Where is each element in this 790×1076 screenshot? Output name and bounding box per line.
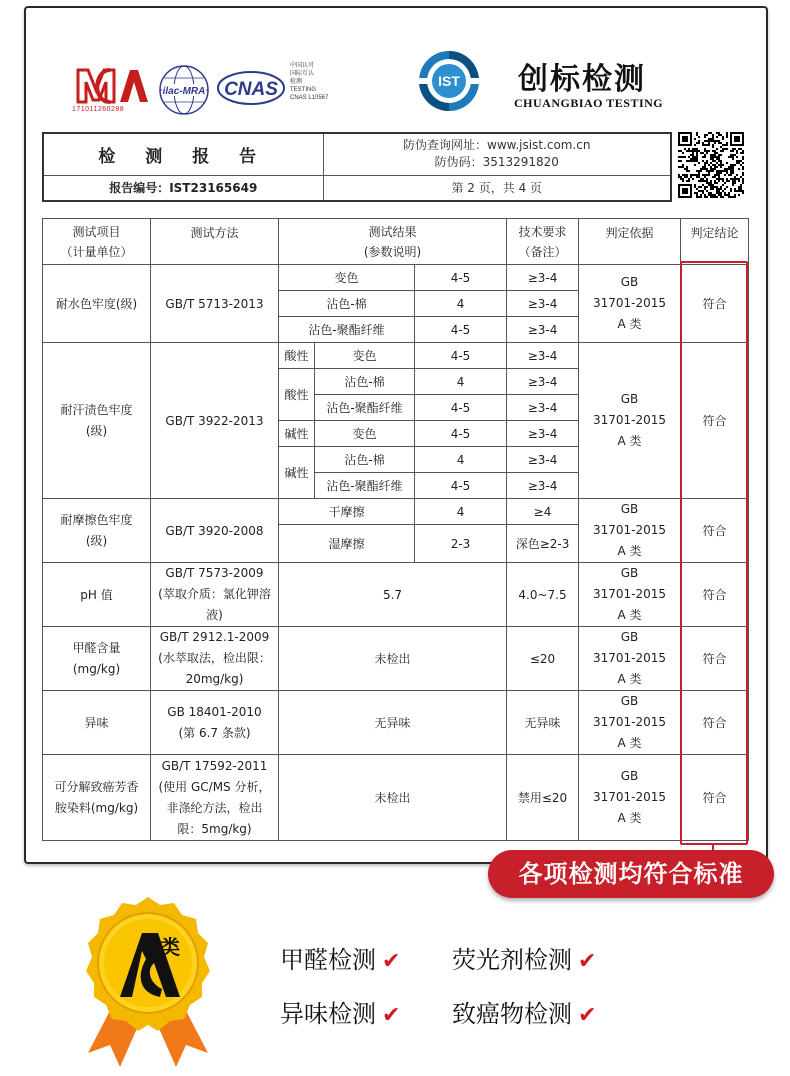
cma-logo	[70, 62, 150, 122]
header-basis: 判定依据	[579, 219, 681, 265]
table-row: 碱性 沾色-棉 4 ≥3-4	[43, 447, 749, 473]
ilac-mra-logo	[156, 62, 212, 118]
report-header-table	[42, 132, 672, 202]
check-odor: 异味检测 ✔	[280, 1000, 401, 1028]
compliance-banner: 各项检测均符合标准	[488, 850, 774, 898]
conclusion-cell: 符合	[681, 691, 749, 755]
qr-code-icon[interactable]	[678, 132, 744, 198]
conclusion-cell: 符合	[681, 265, 749, 343]
test-results-table	[42, 218, 749, 841]
header-method: 测试方法	[151, 219, 279, 265]
basis-cell: GB 31701-2015 A 类	[579, 563, 681, 627]
logo-row	[26, 48, 766, 128]
table-row: 沾色-聚酯纤维 4-5 ≥3-4	[43, 395, 749, 421]
table-row: 酸性 沾色-棉 4 ≥3-4	[43, 369, 749, 395]
table-row: 耐汗渍色牢度 (级) GB/T 3922-2013 酸性 变色 4-5 ≥3-4 GB 31701-2015 A 类 符合	[43, 343, 749, 369]
item-formaldehyde: 甲醛含量 (mg/kg)	[43, 627, 151, 691]
conclusion-cell: 符合	[681, 563, 749, 627]
page-indicator: 第 2 页，共 4 页	[323, 175, 671, 201]
medal-sub: 类	[160, 935, 180, 959]
basis-cell: GB 31701-2015 A 类	[579, 755, 681, 841]
basis-cell: GB 31701-2015 A 类	[579, 499, 681, 563]
report-sheet	[24, 6, 768, 864]
check-carcinogen: 致癌物检测 ✔	[452, 1000, 597, 1028]
table-row: 耐摩擦色牢度 (级) GB/T 3920-2008 干摩擦 4 ≥4 GB 31701-2015 A 类 符合	[43, 499, 749, 525]
checkmark-icon: ✔	[578, 949, 597, 974]
table-row: 耐水色牢度(级) GB/T 5713-2013 变色 4-5 ≥3-4 GB 31701-2015 A 类 符合	[43, 265, 749, 291]
table-row: 湿摩擦 2-3 深色≥2-3	[43, 525, 749, 563]
ilac-label: ilac-MRA	[162, 86, 206, 97]
table-row: pH 值 GB/T 7573-2009 (萃取介质：氯化钾溶 液) 5.7 4.0~7.5 GB 31701-2015 A 类 符合	[43, 563, 749, 627]
cma-code: 171011260288	[72, 106, 125, 113]
brand-name-en: CHUANGBIAO TESTING	[514, 96, 664, 110]
cnas-logo	[216, 70, 286, 106]
checkmark-icon: ✔	[382, 949, 401, 974]
method-formaldehyde: GB/T 2912.1-2009 (水萃取法，检出限： 20mg/kg)	[151, 627, 279, 691]
method-odor: GB 18401-2010 (第 6.7 条款)	[151, 691, 279, 755]
header-result: 测试结果 (参数说明)	[279, 219, 507, 265]
basis-cell: GB 31701-2015 A 类	[579, 627, 681, 691]
grade-a-medal	[80, 893, 216, 1069]
item-sweat-fastness: 耐汗渍色牢度 (级)	[43, 343, 151, 499]
table-row: 沾色-聚酯纤维 4-5 ≥3-4	[43, 473, 749, 499]
basis-cell: GB 31701-2015 A 类	[579, 343, 681, 499]
conclusion-cell: 符合	[681, 499, 749, 563]
query-url[interactable]: www.jsist.com.cn	[487, 138, 591, 153]
conclusion-cell: 符合	[681, 755, 749, 841]
method-water: GB/T 5713-2013	[151, 265, 279, 343]
check-fluorescent: 荧光剂检测 ✔	[452, 946, 597, 974]
method-rub: GB/T 3920-2008	[151, 499, 279, 563]
method-sweat: GB/T 3922-2013	[151, 343, 279, 499]
item-amine: 可分解致癌芳香 胺染料(mg/kg)	[43, 755, 151, 841]
table-row: 可分解致癌芳香 胺染料(mg/kg) GB/T 17592-2011 (使用 GC/MS 分析， 非涤纶方法，检出 限：5mg/kg) 未检出 禁用≤20 GB 31701-2015 A 类 符合	[43, 755, 749, 841]
ist-logo	[416, 48, 482, 114]
anti-fake-code: 3513291820	[482, 155, 559, 170]
item-water-fastness: 耐水色牢度(级)	[43, 265, 151, 343]
cnas-label: CNAS	[224, 79, 278, 100]
table-header-row	[43, 219, 749, 265]
result-ph: 5.7	[279, 563, 507, 627]
table-row: 异味 GB 18401-2010 (第 6.7 条款) 无异味 无异味 GB 31701-2015 A 类 符合	[43, 691, 749, 755]
ist-label: IST	[438, 73, 460, 89]
header-item: 测试项目 （计量单位）	[43, 219, 151, 265]
item-ph: pH 值	[43, 563, 151, 627]
header-conclusion: 判定结论	[681, 219, 749, 265]
conclusion-cell: 符合	[681, 343, 749, 499]
method-amine: GB/T 17592-2011 (使用 GC/MS 分析， 非涤纶方法，检出 限：5mg/kg)	[151, 755, 279, 841]
table-row: 甲醛含量 (mg/kg) GB/T 2912.1-2009 (水萃取法，检出限： 20mg/kg) 未检出 ≤20 GB 31701-2015 A 类 符合	[43, 627, 749, 691]
item-rub-fastness: 耐摩擦色牢度 (级)	[43, 499, 151, 563]
header-requirement: 技术要求 （备注）	[507, 219, 579, 265]
check-formaldehyde: 甲醛检测 ✔	[280, 946, 401, 974]
conclusion-cell: 符合	[681, 627, 749, 691]
brand-name-cn: 创标检测	[518, 62, 646, 97]
table-row: 沾色-聚酯纤维 4-5 ≥3-4	[43, 317, 749, 343]
basis-cell: GB 31701-2015 A 类	[579, 265, 681, 343]
report-title: 检 测 报 告	[43, 133, 323, 175]
item-odor: 异味	[43, 691, 151, 755]
cnas-caption: 中国认可 国际互认 检测 TESTING CNAS L10567	[290, 63, 329, 101]
basis-cell: GB 31701-2015 A 类	[579, 691, 681, 755]
report-number: 报告编号：IST23165649	[43, 175, 323, 201]
checkmark-icon: ✔	[578, 1003, 597, 1028]
table-row: 沾色-棉 4 ≥3-4	[43, 291, 749, 317]
table-row: 碱性 变色 4-5 ≥3-4	[43, 421, 749, 447]
method-ph: GB/T 7573-2009 (萃取介质：氯化钾溶 液)	[151, 563, 279, 627]
anti-fake-info: 防伪查询网址：www.jsist.com.cn 防伪码：3513291820	[323, 133, 671, 175]
checkmark-icon: ✔	[382, 1003, 401, 1028]
